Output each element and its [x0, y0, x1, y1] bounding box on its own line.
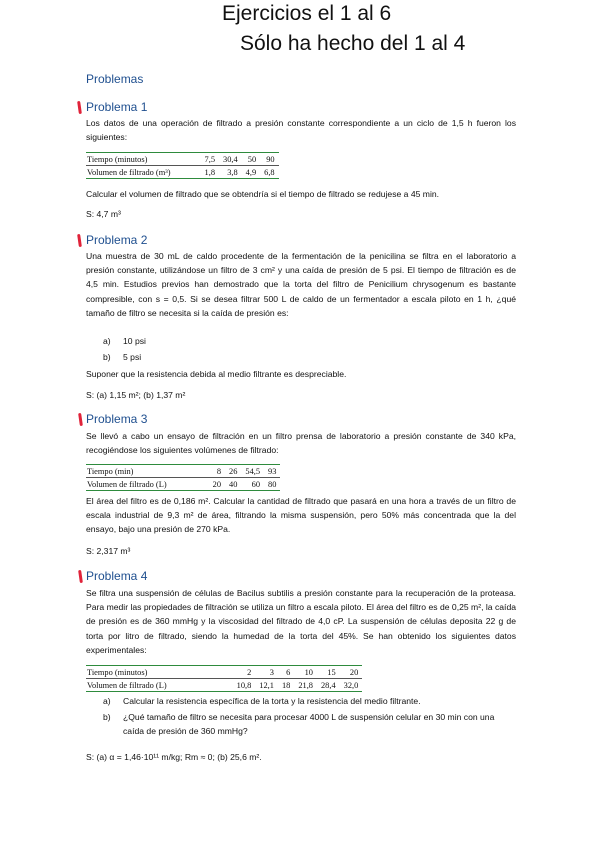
problem-4-table: [86, 665, 362, 692]
problem-1-heading: Problema 1: [86, 100, 148, 114]
table-row-label: Tiempo (minutos): [86, 153, 177, 166]
problem-2-note: Suponer que la resistencia debida al medio filtrante es despreciable.: [86, 369, 347, 379]
section-title: Problemas: [86, 72, 144, 86]
item-text: 10 psi: [123, 336, 146, 346]
problem-2-heading: Problema 2: [86, 233, 148, 247]
item-text: 5 psi: [123, 352, 142, 362]
table-cell: 7,5: [177, 153, 219, 166]
problem-2-text: Una muestra de 30 mL de caldo procedente de la fermentación de la penicilina se filtra en el laboratorio a presión constante, utilizándose un filtro de 3 cm² y una caída de presión de 5 psi. El tiempo de filtración es de 4,5 min. Estudios previos han demostrado que la torta del filtro de Penicilium chrysogenum es bastante compresible, con s = 0,5. Si se desea filtrar 500 L de caldo de un fermentador a escala piloto en 1 h, ¿qué tamaño de filtro se necesita si la caída de presión es:: [86, 251, 516, 318]
table-cell: 21,8: [294, 679, 317, 692]
table-cell: 6,8: [260, 166, 278, 179]
problem-4-text: Se filtra una suspensión de células de Bacilus subtilis a presión constante para la recuperación de la proteasa. Para medir las propiedades de filtración se utiliza un filtro a escala piloto. El área del filtro es de 0,25 m², la caída de presión es de 360 mmHg y la viscosidad del filtrado de 4,0 cP. La suspensión de células deposita 22 g de torta por litro de filtrado, siendo la humedad de la torta del 45%. Se han obtenido los siguientes datos experimentales:: [86, 588, 516, 655]
problem-3-heading: Problema 3: [86, 412, 148, 426]
margin-mark-3: [78, 413, 83, 426]
header-note-1: Ejercicios el 1 al 6: [222, 2, 392, 25]
item-letter: b): [103, 352, 111, 362]
table-cell: 60: [241, 478, 264, 491]
problem-3-table: [86, 464, 280, 491]
margin-mark-4: [78, 570, 83, 583]
table-cell: 1,8: [177, 166, 219, 179]
table-cell: 20: [173, 478, 225, 491]
problem-1-table: [86, 152, 279, 179]
item-letter: b): [103, 712, 111, 722]
item-text: ¿Qué tamaño de filtro se necesita para procesar 4000 L de suspensión celular en 30 min con una caída de presión de 360 mmHg?: [123, 712, 495, 737]
table-cell: 6: [278, 666, 294, 679]
table-cell: 30,4: [219, 153, 242, 166]
table-row-label: Tiempo (minutos): [86, 666, 173, 679]
margin-mark-2: [77, 234, 82, 247]
table-cell: 18: [278, 679, 294, 692]
table-cell: 10,8: [173, 679, 256, 692]
table-cell: 90: [260, 153, 278, 166]
table-cell: 3: [255, 666, 278, 679]
table-cell: 15: [317, 666, 340, 679]
table-cell: 28,4: [317, 679, 340, 692]
problem-3-text: Se llevó a cabo un ensayo de filtración en un filtro prensa de laboratorio a presión constante de 340 kPa, recogiéndose los siguientes volúmenes de filtrado:: [86, 431, 516, 456]
margin-mark-1: [77, 101, 82, 114]
problem-4-item-a: [103, 694, 516, 708]
problem-3-answer: S: 2,317 m³: [86, 546, 131, 556]
problem-4-heading: Problema 4: [86, 569, 148, 583]
table-cell: 50: [242, 153, 260, 166]
table-cell: 4,9: [242, 166, 260, 179]
table-cell: 3,8: [219, 166, 242, 179]
table-row-label: Volumen de filtrado (L): [86, 478, 173, 491]
table-cell: 40: [225, 478, 241, 491]
table-cell: 32,0: [340, 679, 363, 692]
table-cell: 54,5: [241, 465, 264, 478]
table-cell: 80: [264, 478, 280, 491]
table-row-label: Tiempo (min): [86, 465, 173, 478]
table-cell: 8: [173, 465, 225, 478]
problem-1-answer: S: 4,7 m³: [86, 209, 121, 219]
table-cell: 93: [264, 465, 280, 478]
problem-2-answer: S: (a) 1,15 m²; (b) 1,37 m²: [86, 390, 186, 400]
item-letter: a): [103, 336, 111, 346]
problem-2-item-a: [103, 336, 146, 346]
problem-3-question: El área del filtro es de 0,186 m². Calcular la cantidad de filtrado que pasará en una hora a través de un filtro de escala industrial de 9,3 m² de área, filtrando la misma suspensión, pero 50% más concentrada que la del ensayo, bajo una presión de 270 kPa.: [86, 496, 516, 535]
problem-1-question: Calcular el volumen de filtrado que se obtendría si el tiempo de filtrado se redujese a 45 min.: [86, 189, 440, 199]
problem-4-answer: S: (a) α = 1,46·10¹¹ m/kg; Rm ≈ 0; (b) 25,6 m².: [86, 752, 262, 762]
table-cell: 2: [173, 666, 256, 679]
problem-2-item-b: [103, 352, 141, 362]
header-note-2: Sólo ha hecho del 1 al 4: [240, 32, 466, 55]
item-letter: a): [103, 696, 111, 706]
table-row-label: Volumen de filtrado (m³): [86, 166, 177, 179]
table-cell: 10: [294, 666, 317, 679]
problem-4-item-b: [103, 710, 516, 738]
table-cell: 20: [340, 666, 363, 679]
problem-1-text: Los datos de una operación de filtrado a presión constante correspondiente a un ciclo de 1,5 h fueron los siguientes:: [86, 118, 516, 143]
table-row-label: Volumen de filtrado (L): [86, 679, 173, 692]
item-text: Calcular la resistencia específica de la torta y la resistencia del medio filtrante.: [123, 696, 421, 706]
table-cell: 12,1: [255, 679, 278, 692]
table-cell: 26: [225, 465, 241, 478]
